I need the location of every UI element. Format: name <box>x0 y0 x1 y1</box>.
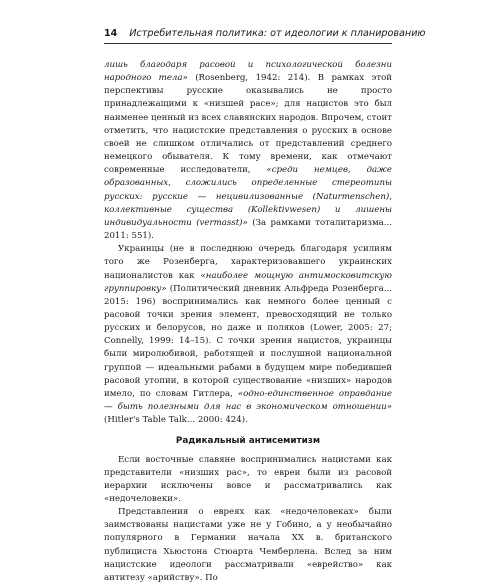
section-heading: Радикальный антисемитизм <box>175 436 321 447</box>
paragraph-1 <box>104 59 392 243</box>
paragraph-4 <box>104 506 392 585</box>
text-run: «одно-единственное оправдание — быть полезными для нас в экономическом отношении» <box>104 388 392 413</box>
text-run: «наиболее мощную антимосковитскую группировку» <box>104 270 392 294</box>
text-run: лишь благодаря расовой и психологической болезни народного тела» <box>104 60 392 84</box>
text-run: (Политический дневник Альфреда Розенберга... 2015: 196) воспринимались как немного более ценный с расовой точки зрения элемент, превосходящий не только русских и белорусов, но даже и поляков (Lower, 2005: 27; Connelly, 1999: 14–15). С точки зрения нацистов, украинцы были миролюбивой, работящей и послушной национальной группой — идеальными рабами в будущем мире победившей расовой утопии, в которой существование «низших» народов имело, по словам Гитлера, <box>104 283 392 399</box>
text-run: Представления о евреях как «недочеловеках» были заимствованы нацистами уже не у Гобино, а у необычайно популярного в Германии начала XX в. британского публициста Хьюстона Стюарта Чемберлена. Вслед за ним нацистские идеологи рассматривали «еврейство» как антитезу «арийству». По <box>104 507 392 583</box>
running-head-title: Истребительная политика: от идеологии к планированию <box>129 28 426 39</box>
paragraph-3 <box>104 454 392 507</box>
text-run: Украинцы (не в последнюю очередь благодаря усилиям того же Розенберга, характеризовавшего украинских националистов как <box>104 244 392 281</box>
text-run: (Rosenberg, 1942: 214). В рамках этой перспективы русские оказывались не просто принадлежащими к «низшей расе»; для нацистов это был наименее ценный из всех славянских народов. Впрочем, стоит отметить, что нацистские представления о русских в основе своей не слишком отличались от представлений среднего немецкого обывателя. К тому времени, как отмечают современные исследователи, <box>104 73 392 176</box>
text-run: «среди немцев, даже образованных, сложились определенные стереотипы русских: русские — нецивилизованные (Naturmenschen), коллективные существа (Kollektivwesen) и лишены индивидуальности (vermasst)» <box>104 165 392 228</box>
running-head <box>104 28 426 44</box>
text-run: (За рамками тоталитаризма... 2011: 551). <box>104 217 392 242</box>
body-text <box>104 59 392 585</box>
text-run: (Hitler's Table Talk... 2000: 424). <box>104 415 248 426</box>
text-run: Если восточные славяне воспринимались нацистами как представители «низших рас», то евреи были из расовой иерархии исключены вовсе и рассматривались как «недочеловеки». <box>104 454 392 504</box>
paragraph-2 <box>104 243 392 427</box>
page-number: 14 <box>104 28 118 39</box>
book-page <box>104 28 426 585</box>
